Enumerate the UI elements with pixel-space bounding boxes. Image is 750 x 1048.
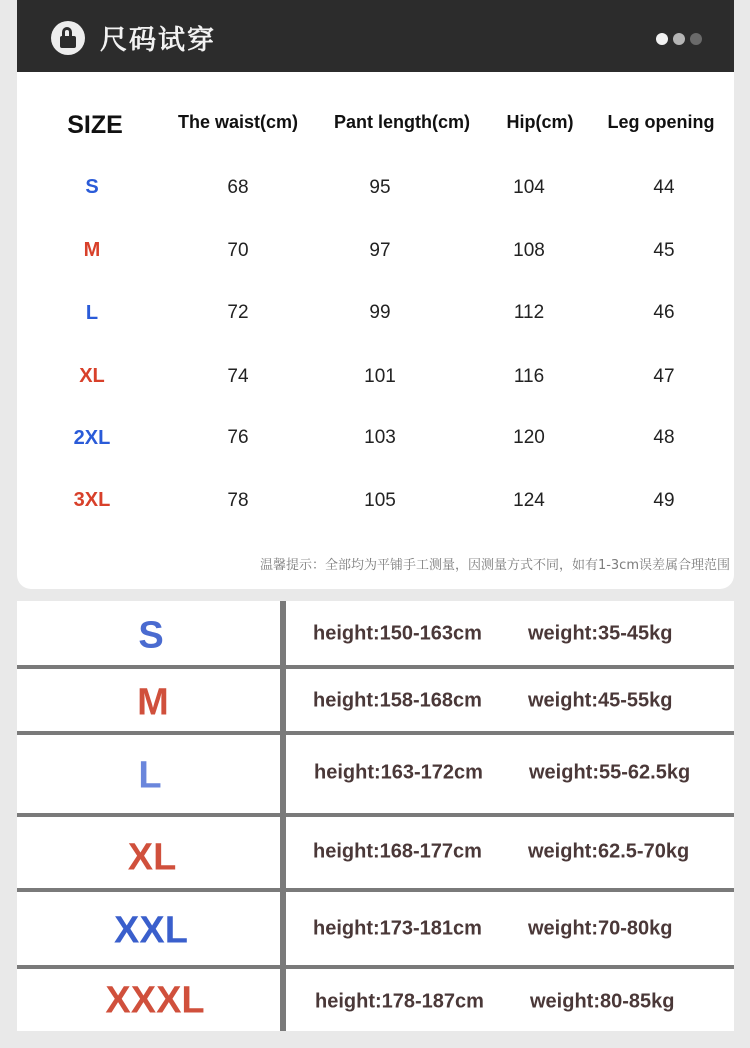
size-label: L [85,302,99,324]
size-label: XL [79,365,105,387]
length-value: 105 [364,490,396,511]
row-divider [17,731,734,735]
hip-value: 104 [513,177,545,198]
length-value: 99 [369,302,391,323]
height-range: height:158-168cm [313,689,482,712]
length-value: 97 [369,240,391,261]
fit-size-label: S [138,614,164,657]
fit-size-label: XXXL [105,979,205,1022]
waist-value: 74 [227,366,249,387]
hip-value: 124 [513,490,545,511]
column-divider [280,601,286,1031]
row-divider [17,813,734,817]
fit-size-label: XL [127,836,177,879]
leg-value: 49 [653,490,675,511]
height-range: height:178-187cm [315,990,484,1013]
hip-value: 120 [513,427,545,448]
row-divider [17,888,734,892]
size-label: M [83,239,101,261]
fit-size-label: M [137,681,169,724]
weight-range: weight:62.5-70kg [528,840,690,863]
waist-value: 68 [227,177,249,198]
weight-range: weight:70-80kg [528,917,673,940]
height-range: height:150-163cm [313,622,482,645]
row-divider [17,965,734,969]
leg-value: 47 [653,366,675,387]
height-range: height:163-172cm [314,761,483,784]
leg-value: 46 [653,302,675,323]
waist-value: 72 [227,302,249,323]
more-dots-icon[interactable] [656,30,707,42]
column-header-leg-opening: Leg opening [607,112,715,132]
fit-size-label: L [138,754,162,797]
measurement-note: 温馨提示：全部均为平铺手工测量，因测量方式不同，如有1-3cm误差属合理范围 [259,558,730,573]
waist-value: 78 [227,490,249,511]
leg-value: 44 [653,177,675,198]
length-value: 103 [364,427,396,448]
fit-size-label: XXL [114,909,188,952]
length-value: 95 [369,177,391,198]
column-header-waist: The waist(cm) [177,112,299,132]
row-divider [17,665,734,669]
size-label: S [85,176,99,198]
weight-range: weight:35-45kg [528,622,673,645]
weight-range: weight:55-62.5kg [529,761,691,784]
weight-range: weight:45-55kg [528,689,673,712]
waist-value: 76 [227,427,249,448]
column-header-size: SIZE [67,111,123,139]
size-label: 2XL [73,427,111,449]
height-range: height:168-177cm [313,840,482,863]
leg-value: 45 [653,240,675,261]
page-title: 尺码试穿 [100,25,216,56]
leg-value: 48 [653,427,675,448]
column-header-hip: Hip(cm) [506,112,574,132]
hip-value: 112 [513,302,545,323]
column-header-pant-length: Pant length(cm) [333,112,471,132]
waist-value: 70 [227,240,249,261]
lock-icon [51,21,85,55]
length-value: 101 [364,366,396,387]
height-range: height:173-181cm [313,917,482,940]
hip-value: 108 [513,240,545,261]
hip-value: 116 [513,366,545,387]
size-label: 3XL [73,489,111,511]
weight-range: weight:80-85kg [530,990,675,1013]
